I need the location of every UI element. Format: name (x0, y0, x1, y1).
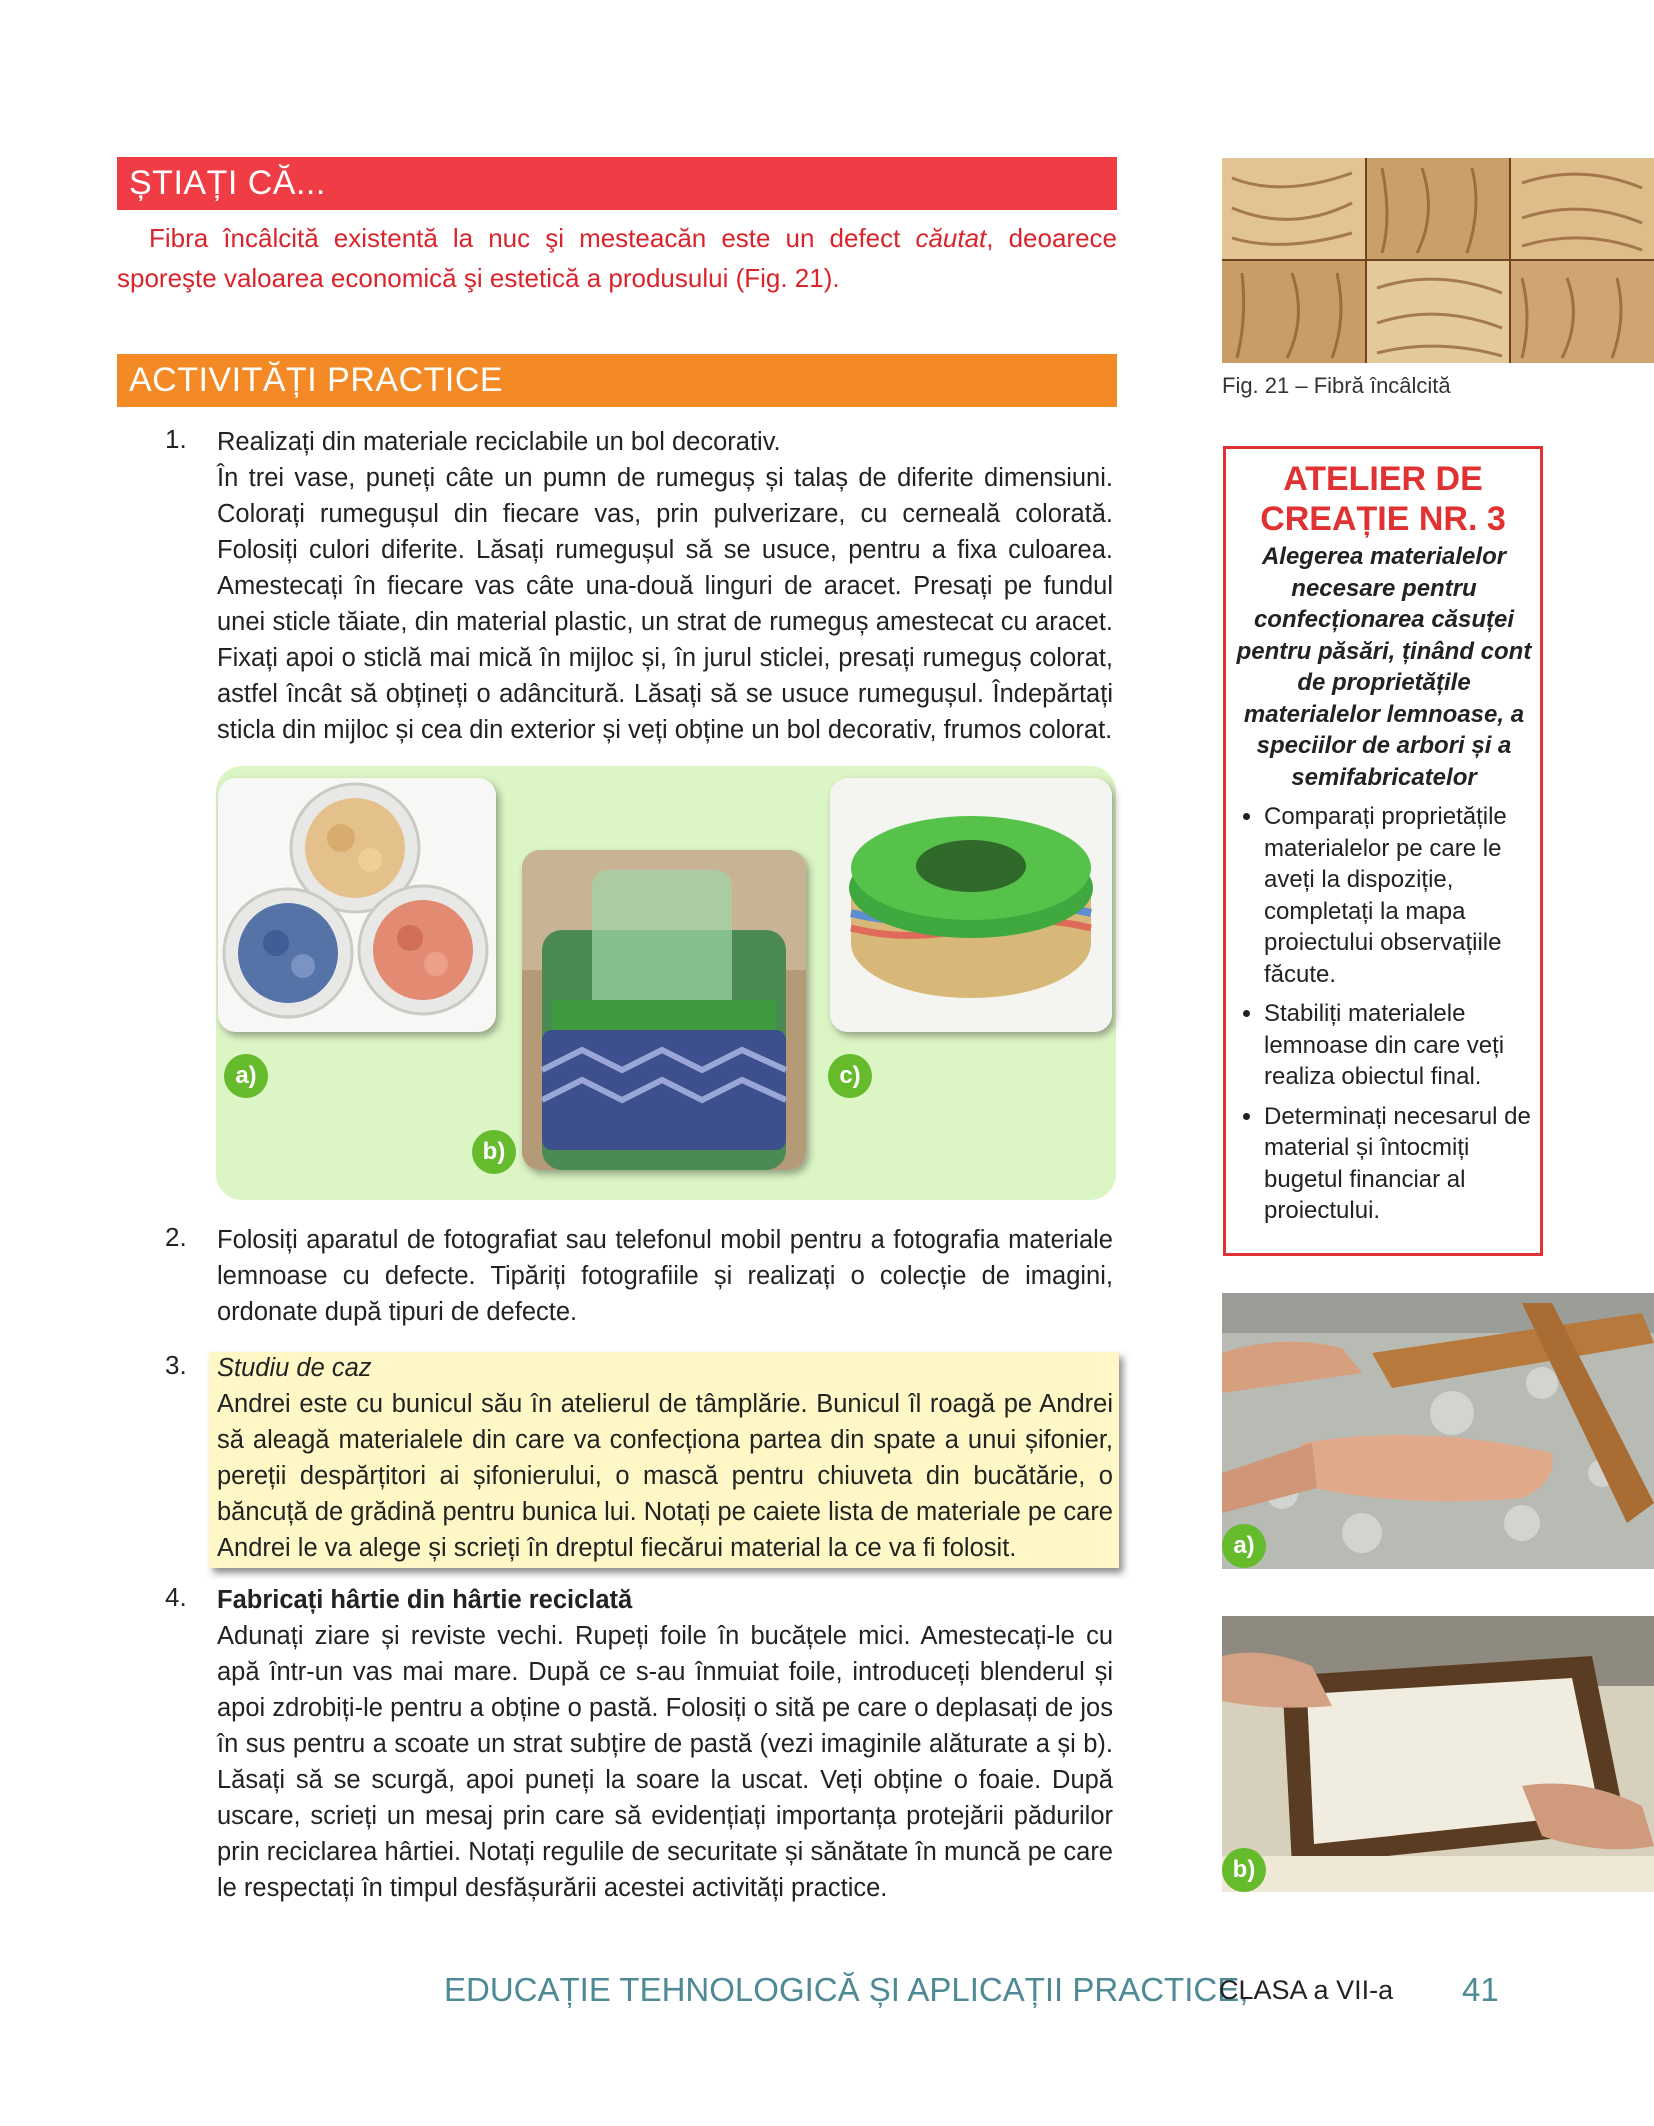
footer-book-title: EDUCAȚIE TEHNOLOGICĂ ȘI APLICAȚII PRACTICE, (444, 1971, 1249, 2008)
activity-number-4: 4. (165, 1582, 187, 1612)
paper-pulp-hands-photo (1222, 1293, 1654, 1569)
paper-photo-label-a: a) (1222, 1524, 1266, 1568)
activity-number-2: 2. (165, 1222, 187, 1252)
stiati-header: ȘTIAȚI CĂ... (117, 157, 1117, 210)
stiati-text-italic: căutat (915, 223, 987, 253)
atelier-bullet-list (1226, 801, 1532, 1235)
atelier-title: ATELIER DE CREAȚIE NR. 3 (1260, 460, 1506, 538)
bowl-photo-panel (216, 766, 1116, 1200)
atelier-bullet: • Stabiliți materialele lemnoase din care veți realiza obiectul final. (1264, 998, 1532, 1093)
paper-sieve-photo (1222, 1616, 1654, 1892)
activity-2-body: Folosiți aparatul de fotografiat sau telefonul mobil pentru a fotografia materiale lemnoase cu defecte. Tipăriți fotografiile și realizați o colecție de imagini, ordonate după tipuri de defecte. (217, 1226, 1113, 1326)
photo-label-b: b) (472, 1130, 516, 1174)
activitati-header: ACTIVITĂȚI PRACTICE (117, 354, 1117, 407)
stiati-text-before: Fibra încâlcită existentă la nuc şi mesteacăn este un defect (149, 223, 916, 253)
activity-4-body: Adunați ziare și reviste vechi. Rupeți foile în bucățele mici. Amestecați-le cu apă într-un vas mai mare. După ce s-au înmuiat foile, introduceți blenderul și apoi zdrobiți-le pentru a obține o pastă. Folosiți o sită pe care o deplasați de jos în sus pentru a scoate un strat subțire de pastă (vezi imaginile alăturate a și b). Lăsați să se scurgă, apoi puneți la soare la uscat. Veți obține o foaie. După uscare, scrieți un mesaj prin care să evidențiați importanța protejării pădurilor prin reciclarea hârtiei. Notați regulile de securitate și sănătate în muncă pe care le respectați în timpul desfășurării acestei activități practice. (217, 1622, 1113, 1902)
stiati-text-after: , deoarece sporeşte valoarea economică şi estetică a produsului (Fig. 21). (117, 223, 1117, 293)
activity-1 (217, 424, 1113, 748)
photo-label-a: a) (224, 1054, 268, 1098)
atelier-subtitle: Alegerea materialelor necesare pentru confecționarea căsuței pentru păsări, ținând cont de proprietățile materialelor lemnoase, a speciilor de arbori și a semifabricatelor (1236, 543, 1532, 791)
stiati-text (117, 218, 1117, 298)
activity-4 (217, 1582, 1113, 1906)
bottle-mold-photo (522, 850, 806, 1170)
photo-label-c: c) (828, 1054, 872, 1098)
paper-photo-label-b: b) (1222, 1848, 1266, 1892)
activity-number-1: 1. (165, 424, 187, 454)
activity-1-title: Realizați din materiale reciclabile un bol decorativ. (217, 428, 781, 456)
page-number: 41 (1462, 1971, 1499, 2008)
footer-class: CLASA a VII-a (1219, 1975, 1394, 2005)
atelier-bullet: • Determinați necesarul de material și întocmiți bugetul financiar al proiectului. (1264, 1101, 1532, 1227)
activity-2 (217, 1222, 1113, 1330)
activity-3-title: Studiu de caz (217, 1354, 372, 1382)
atelier-creatie-box (1223, 446, 1543, 1256)
activity-3-body: Andrei este cu bunicul său în atelierul de tâmplărie. Bunicul îl roagă pe Andrei să aleagă materialele din care va confecționa partea din spate a unui șifonier, pereții despărțitori ai șifonierului, o mască pentru chiuveta din bucătărie, o băncuță de grădină pentru bunica lui. Notați pe caiete lista de materiale pe care Andrei le va alege și scrieți în dreptul fiecărui material la ce va fi folosit. (217, 1390, 1113, 1562)
activity-1-body: În trei vase, puneți câte un pumn de rumeguș și talaș de diferite dimensiuni. Colorați rumegușul din fiecare vas, prin pulverizare, cu cerneală colorată. Folosiți culori diferite. Lăsați rumegușul să se usuce, pentru a fixa culoarea. Amestecați în fiecare vas câte una-două linguri de aracet. Presați pe fundul unei sticle tăiate, din material plastic, un strat de rumeguș amestecat cu aracet. Fixați apoi o sticlă mai mică în mijloc și, în jurul sticlei, presați rumeguș colorat, astfel încât să obțineți o adâncitură. Lăsați să se usuce rumegușul. Îndepărtați sticla din mijloc și cea din exterior și veți obține un bol decorativ, frumos colorat. (217, 464, 1113, 744)
activity-number-3: 3. (165, 1350, 187, 1380)
finished-bowl-photo (830, 778, 1112, 1032)
activity-3 (217, 1350, 1113, 1566)
activity-4-title: Fabricați hârtie din hârtie reciclată (217, 1586, 633, 1614)
tangled-grain-wood-photo (1222, 158, 1654, 363)
atelier-bullet: • Comparați proprietățile materialelor pe care le aveți la dispoziție, completați la mapa proiectului observațiile făcute. (1264, 801, 1532, 990)
sawdust-bowls-photo (218, 778, 496, 1032)
figure-21-caption: Fig. 21 – Fibră încâlcită (1222, 373, 1451, 398)
